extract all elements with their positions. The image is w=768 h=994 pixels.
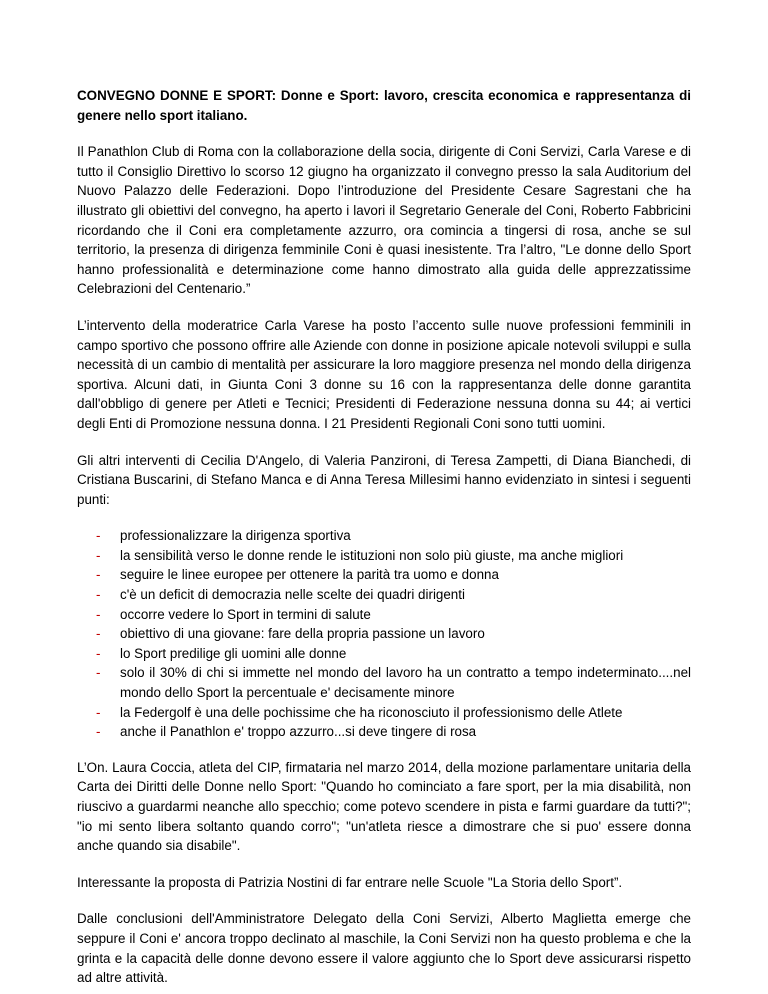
bullet-dash: - bbox=[96, 626, 101, 642]
list-item: - la Federgolf è una delle pochissime che ha riconosciuto il professionismo delle Atlete bbox=[120, 703, 691, 723]
list-item: - c'è un deficit di democrazia nelle scelte dei quadri dirigenti bbox=[120, 585, 691, 605]
list-item: - obiettivo di una giovane: fare della propria passione un lavoro bbox=[120, 624, 691, 644]
list-item: - solo il 30% di chi si immette nel mondo del lavoro ha un contratto a tempo indeterminato....nel mondo dello Sport la percentuale e' decisamente minore bbox=[96, 665, 691, 701]
document-page bbox=[77, 86, 691, 988]
bullet-dash: - bbox=[96, 587, 101, 603]
paragraph-speakers: Gli altri interventi di Cecilia D'Angelo, di Valeria Panzironi, di Teresa Zampetti, di Diana Bianchedi, di Cristiana Buscarini, di Stefano Manca e di Anna Teresa Millesimi hanno evidenziato in sintesi i seguenti punti: bbox=[77, 452, 691, 507]
bullet-dash: - bbox=[96, 645, 101, 661]
paragraph-nostini: Interessante la proposta di Patrizia Nostini di far entrare nelle Scuole "La Storia dello Sport”. bbox=[77, 874, 623, 890]
paragraph-intro: Il Panathlon Club di Roma con la collaborazione della socia, dirigente di Coni Servizi, Carla Varese e di tutto il Consiglio Direttivo lo scorso 12 giugno ha organizzato il convegno presso la sala Auditorium del Nuovo Palazzo delle Federazioni. Dopo l’introduzione del Presidente Cesare Sagrestani che ha illustrato gli obiettivi del convegno, ha aperto i lavori il Segretario Generale del Coni, Roberto Fabbricini ricordando che il Coni era completamente azzurro, ora comincia a tingersi di rosa, anche se sul territorio, la presenza di dirigenza femminile Coni è quasi inesistente. Tra l’altro, "Le donne dello Sport hanno professionalità e determinazione come hanno dimostrato alla guida delle apprezzatissime Celebrazioni del Centenario.” bbox=[77, 144, 691, 297]
document-title: CONVEGNO DONNE E SPORT: Donne e Sport: lavoro, crescita economica e rappresentanza di genere nello sport italiano. bbox=[77, 88, 691, 123]
bullet-dash: - bbox=[96, 567, 101, 583]
key-points-list bbox=[77, 526, 691, 742]
bullet-dash: - bbox=[96, 547, 101, 563]
bullet-dash: - bbox=[96, 528, 101, 544]
bullet-dash: - bbox=[96, 724, 101, 740]
list-item: - occorre vedere lo Sport in termini di salute bbox=[120, 605, 691, 625]
list-item: - seguire le linee europee per ottenere la parità tra uomo e donna bbox=[120, 565, 691, 585]
list-item: - la sensibilità verso le donne rende le istituzioni non solo più giuste, ma anche migliori bbox=[120, 546, 691, 566]
bullet-dash: - bbox=[96, 704, 101, 720]
list-item: - anche il Panathlon e' troppo azzurro...si deve tingere di rosa bbox=[120, 722, 691, 742]
paragraph-conclusions: Dalle conclusioni dell'Amministratore Delegato della Coni Servizi, Alberto Maglietta emerge che seppure il Coni e' ancora troppo declinato al maschile, la Coni Servizi non ha questo problema e che la grinta e la capacità delle donne devono essere il valore aggiunto che lo Sport deve assicurarsi rispetto ad altre attività. bbox=[77, 911, 691, 986]
bullet-dash: - bbox=[96, 606, 101, 622]
list-item: - professionalizzare la dirigenza sportiva bbox=[120, 526, 691, 546]
list-item: - lo Sport predilige gli uomini alle donne bbox=[120, 644, 691, 664]
paragraph-moderator: L’intervento della moderatrice Carla Varese ha posto l’accento sulle nuove professioni femminili in campo sportivo che possono offrire alle Aziende con donne in posizione apicale notevoli sviluppi e sulla necessità di un cambio di mentalità per assicurare la loro maggiore presenza nel mondo della dirigenza sportiva. Alcuni dati, in Giunta Coni 3 donne su 16 con la rappresentanza delle donne garantita dall'obbligo di genere per Atleti e Tecnici; Presidenti di Federazione nessuna donna su 44; ai vertici degli Enti di Promozione nessuna donna. I 21 Presidenti Regionali Coni sono tutti uomini. bbox=[77, 317, 691, 431]
bullet-dash: - bbox=[96, 665, 101, 681]
paragraph-coccia: L’On. Laura Coccia, atleta del CIP, firmataria nel marzo 2014, della mozione parlamentare unitaria della Carta dei Diritti delle Donne nello Sport: "Quando ho cominciato a fare sport, per la mia disabilità, non riuscivo a guardarmi neanche allo specchio; come potevo scendere in pista e farmi guardare da tutti?"; "io mi sento libera soltanto quando corro"; "un'atleta riesce a dimostrare che si puo' essere donna anche quando sia disabile". bbox=[77, 759, 691, 854]
